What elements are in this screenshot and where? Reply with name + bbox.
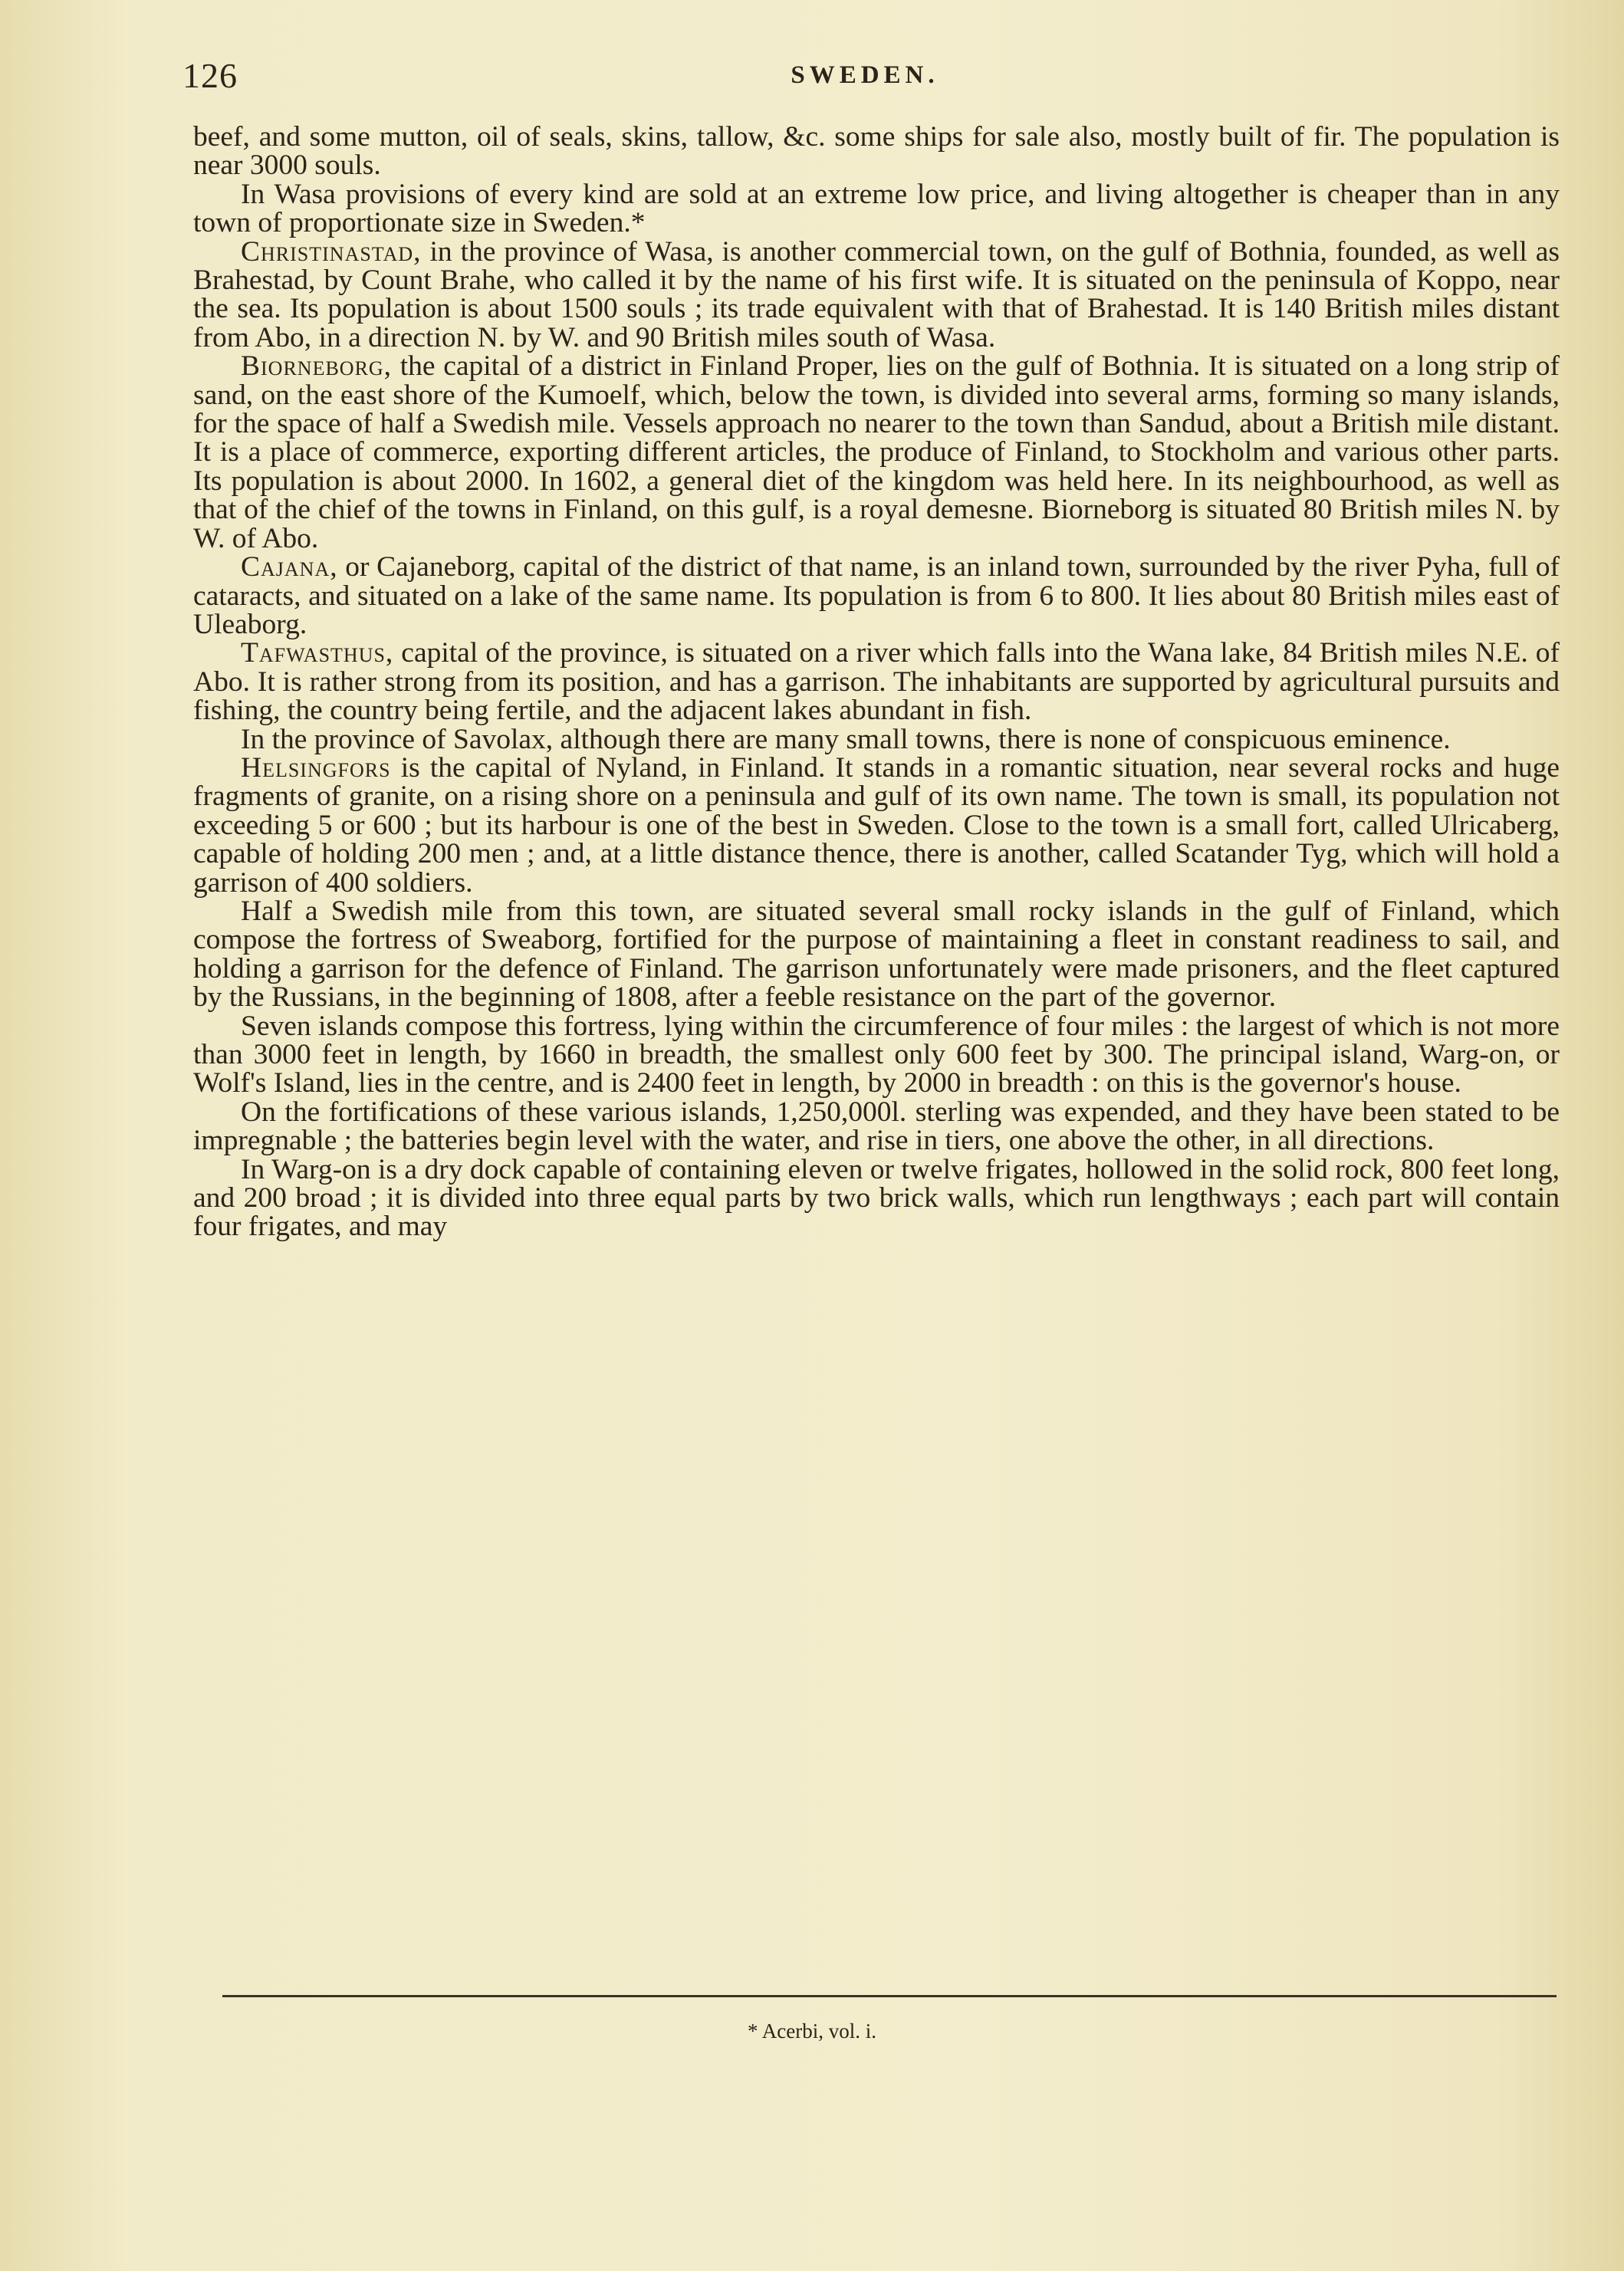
paragraph-text: In the province of Savolax, although there are many small towns, there is none of conspicuous eminence.: [241, 723, 1451, 755]
footnote: * Acerbi, vol. i.: [748, 2020, 876, 2043]
paragraph-text: is the capital of Nyland, in Finland. It stands in a romantic situation, near several rocks and huge fragments of granite, on a rising shore on a peninsula and gulf of its own name. The town is small, its population not exceeding 5 or 600 ; but its harbour is one of the best in Sweden. Close to the town is a small fort, called Ulricaberg, capable of holding 200 men ; and, at a little distance thence, there is another, called Scatander Tyg, which will hold a garrison of 400 soldiers.: [193, 751, 1560, 899]
running-head: SWEDEN.: [791, 61, 939, 89]
paragraph-lead: Christinastad,: [241, 235, 422, 268]
paragraph-lead: Tafwasthus,: [241, 637, 394, 669]
paragraph-text: On the fortifications of these various islands, 1,250,000l. sterling was expended, and they have been stated to be impregnable ; the batteries begin level with the water, and rise in tiers, one above the other, in all directions.: [193, 1096, 1560, 1157]
paragraph-text: In Warg-on is a dry dock capable of containing eleven or twelve frigates, hollowed in the solid rock, 800 feet long, and 200 broad ; it is divided into three equal parts by two brick walls, which run lengthways ; each part will contain four frigates, and may: [193, 1153, 1560, 1243]
paragraph: [193, 897, 1560, 1012]
page-header: [182, 55, 1547, 101]
paragraph-text: beef, and some mutton, oil of seals, skins, tallow, &c. some ships for sale also, mostly built of fir. The population is near 3000 souls.: [193, 121, 1560, 182]
paragraph-text: In Wasa provisions of every kind are sold at an extreme low price, and living altogether is cheaper than in any town of proportionate size in Sweden.*: [193, 178, 1560, 239]
paragraph-text: capital of the province, is situated on a river which falls into the Wana lake, 84 British miles N.E. of Abo. It is rather strong from its position, and has a garrison. The inhabitants are supported by agricultural pursuits and fishing, the country being fertile, and the adjacent lakes abundant in fish.: [193, 637, 1560, 727]
paragraph-lead: Helsingfors: [241, 751, 391, 784]
paragraph: [193, 235, 1560, 353]
paragraph-lead: Biorneborg,: [241, 350, 393, 383]
page-number: 126: [182, 56, 238, 95]
paragraph-text: Half a Swedish mile from this town, are situated several small rocky islands in the gulf of Finland, which compose the fortress of Sweaborg, fortified for the purpose of maintaining a fleet in constant readiness to sail, and holding a garrison for the defence of Finland. The garrison unfortunately were made prisoners, and the fleet captured by the Russians, in the beginning of 1808, after a feeble resistance on the part of the governor.: [193, 895, 1560, 1014]
paragraph: [193, 639, 1560, 725]
paragraph-text: or Cajaneborg, capital of the district of that name, is an inland town, surrounded by the river Pyha, full of cataracts, and situated on a lake of the same name. Its population is from 6 to 800. It lies about 80 British miles east of Uleaborg.: [193, 551, 1560, 640]
paragraph-text: the capital of a district in Finland Proper, lies on the gulf of Bothnia. It is situated on a long strip of sand, on the east shore of the Kumoelf, which, below the town, is divided into several arms, forming so many islands, for the space of half a Swedish mile. Vessels approach no nearer to the town than Sandud, about a British mile distant. It is a place of commerce, exporting different articles, the produce of Finland, to Stockholm and various other parts. Its population is about 2000. In 1602, a general diet of the kingdom was held here. In its neighbourhood, as well as that of the chief of the towns in Finland, on this gulf, is a royal demesne. Biorneborg is situated 80 British miles N. by W. of Abo.: [193, 350, 1560, 554]
body-text: [193, 123, 1560, 1241]
paragraph: [193, 352, 1560, 553]
paragraph: [193, 123, 1560, 180]
paragraph-text: in the province of Wasa, is another commercial town, on the gulf of Bothnia, founded, as well as Brahestad, by Count Brahe, who called it by the name of his first wife. It is situated on the peninsula of Koppo, near the sea. Its population is about 1500 souls ; its trade equivalent with that of Brahestad. It is 140 British miles distant from Abo, in a direction N. by W. and 90 British miles south of Wasa.: [193, 235, 1560, 353]
paragraph: [193, 751, 1560, 899]
paragraph: [193, 553, 1560, 639]
paragraph: [193, 1012, 1560, 1098]
footnote-rule: [222, 1995, 1557, 1997]
paragraph: [193, 180, 1560, 238]
paragraph: [193, 725, 1560, 754]
paragraph: [193, 1155, 1560, 1241]
paragraph: [193, 1098, 1560, 1155]
paragraph-lead: Cajana,: [241, 551, 338, 583]
paragraph-text: Seven islands compose this fortress, lying within the circumference of four miles : the largest of which is not more than 3000 feet in length, by 1660 in breadth, the smallest only 600 feet by 300. The principal island, Warg-on, or Wolf's Island, lies in the centre, and is 2400 feet in length, by 2000 in breadth : on this is the governor's house.: [193, 1010, 1560, 1099]
